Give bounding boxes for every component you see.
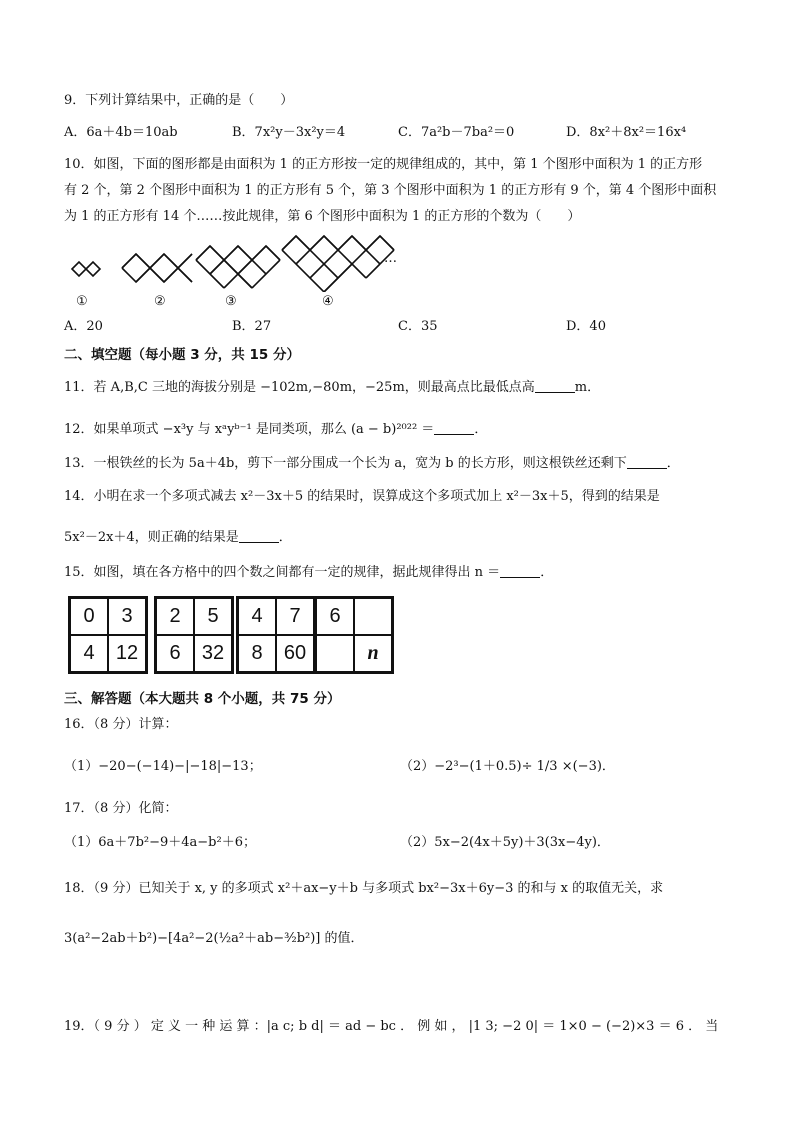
grid-4-cell-br: n (354, 635, 392, 672)
pattern-figure-3 (196, 246, 280, 288)
grid-3-cell-bl: 8 (238, 635, 276, 672)
grid-1-cell-bl: 4 (70, 635, 108, 672)
q10-stem-line1: 10．如图，下面的图形都是由面积为 1 的正方形按一定的规律组成的，其中，第 1 个图形中面积为 1 的正方形 (64, 157, 703, 172)
grid-4-cell-tl: 6 (316, 598, 354, 635)
grid-4-cell-tr (354, 598, 392, 635)
q15-grid-4 (314, 596, 394, 674)
grid-3-cell-tr: 7 (276, 598, 314, 635)
q17-part1: （1）6a＋7b²−9＋4a−b²＋6； (64, 835, 256, 850)
q11 (64, 378, 600, 397)
q10-option-c: C．35 (398, 319, 438, 334)
pattern-figure-1 (72, 255, 100, 276)
q19-line: 19．（ 9 分 ） 定 义 一 种 运 算 ：|a c; b d| ＝ ad − bc ． 例 如 ， |1 3; −2 0| ＝ 1×0 − (−2)×3 ＝ 6 ． 当 (64, 1019, 719, 1034)
grid-2-cell-br: 32 (194, 635, 232, 672)
q16-part2: （2）−2³−(1＋0.5)÷ 1/3 ×(−3)． (400, 759, 615, 774)
q9-option-d: D．8x²＋8x²＝16x⁴ (566, 125, 687, 140)
q13 (64, 454, 680, 473)
q12-text: 12．如果单项式 −x³y 与 xᵃyᵇ⁻¹ 是同类项，那么 (a − b)²⁰²² ＝ (64, 422, 435, 437)
q15-text: 15．如图，填在各方格中的四个数之间都有一定的规律，据此规律得出 n ＝ (64, 565, 501, 580)
pattern-figure-2 (122, 254, 192, 282)
figure-label-4: ④ (322, 294, 334, 309)
section3-title: 三、解答题（本大题共 8 个小题，共 75 分） (64, 691, 341, 707)
q9-option-a: A．6a＋4b＝10ab (64, 125, 178, 140)
q16-part1: （1）−20−(−14)−|−18|−13； (64, 759, 262, 774)
figure-label-2: ② (154, 294, 166, 309)
grid-1-cell-br: 12 (108, 635, 146, 672)
grid-1-cell-tl: 0 (70, 598, 108, 635)
q10-ellipsis: … (384, 251, 397, 266)
q15-grid-2 (154, 596, 234, 674)
q13-tail: ． (666, 456, 680, 471)
q15-grid-1 (68, 596, 148, 674)
figure-label-1: ① (76, 294, 88, 309)
q9-option-c: C．7a²b－7ba²＝0 (398, 125, 515, 140)
q10-option-d: D．40 (566, 319, 606, 334)
q11-tail: m． (574, 380, 601, 395)
q14-blank[interactable] (239, 528, 279, 543)
q10-option-a: A．20 (64, 319, 103, 334)
grid-2-cell-tl: 2 (156, 598, 194, 635)
grid-2-cell-tr: 5 (194, 598, 232, 635)
q10-figure (64, 232, 404, 292)
q12-blank[interactable] (434, 420, 474, 435)
q9-stem: 9．下列计算结果中，正确的是（ ） (64, 93, 294, 108)
pattern-figure-4 (282, 236, 394, 292)
q14-line2 (64, 528, 292, 547)
grid-4-cell-bl (316, 635, 354, 672)
q14-tail: ． (278, 530, 292, 545)
q15 (64, 563, 553, 582)
q12-tail: ． (474, 422, 488, 437)
grid-1-cell-tr: 3 (108, 598, 146, 635)
q17-part2: （2）5x−2(4x＋5y)＋3(3x−4y)． (400, 835, 610, 850)
q10-option-b: B．27 (232, 319, 272, 334)
q15-tail: ． (540, 565, 554, 580)
q13-blank[interactable] (627, 454, 667, 469)
q11-blank[interactable] (535, 378, 575, 393)
q14-line1: 14．小明在求一个多项式减去 x²－3x＋5 的结果时，误算成这个多项式加上 x²－3x＋5，得到的结果是 (64, 489, 660, 504)
section2-title: 二、填空题（每小题 3 分，共 15 分） (64, 347, 300, 363)
q9-option-b: B．7x²y－3x²y＝4 (232, 125, 346, 140)
grid-3-cell-tl: 4 (238, 598, 276, 635)
q14-text: 5x²－2x＋4，则正确的结果是 (64, 530, 239, 545)
q10-stem-line3: 为 1 的正方形有 14 个……按此规律，第 6 个图形中面积为 1 的正方形的个数为（ ） (64, 209, 581, 224)
q13-text: 13．一根铁丝的长为 5a＋4b，剪下一部分围成一个长为 a，宽为 b 的长方形，则这根铁丝还剩下 (64, 456, 627, 471)
q16-stem: 16．（8 分）计算： (64, 717, 178, 732)
q11-text: 11．若 A,B,C 三地的海拔分别是 −102m,−80m，−25m，则最高点比最低点高 (64, 380, 535, 395)
q17-stem: 17．（8 分）化简： (64, 801, 178, 816)
q10-stem-line2: 有 2 个，第 2 个图形中面积为 1 的正方形有 5 个，第 3 个图形中面积为 1 的正方形有 9 个，第 4 个图形中面积 (64, 183, 717, 198)
q18-line1: 18．（9 分）已知关于 x, y 的多项式 x²＋ax−y＋b 与多项式 bx²−3x＋6y−3 的和与 x 的取值无关，求 (64, 881, 664, 896)
q18-line2: 3(a²−2ab＋b²)−[4a²−2(½a²＋ab−³⁄₂b²)] 的值． (64, 931, 364, 946)
grid-2-cell-bl: 6 (156, 635, 194, 672)
figure-label-3: ③ (225, 294, 237, 309)
q12 (64, 420, 487, 439)
grid-3-cell-br: 60 (276, 635, 314, 672)
q15-blank[interactable] (500, 563, 540, 578)
q15-grid-3 (236, 596, 316, 674)
